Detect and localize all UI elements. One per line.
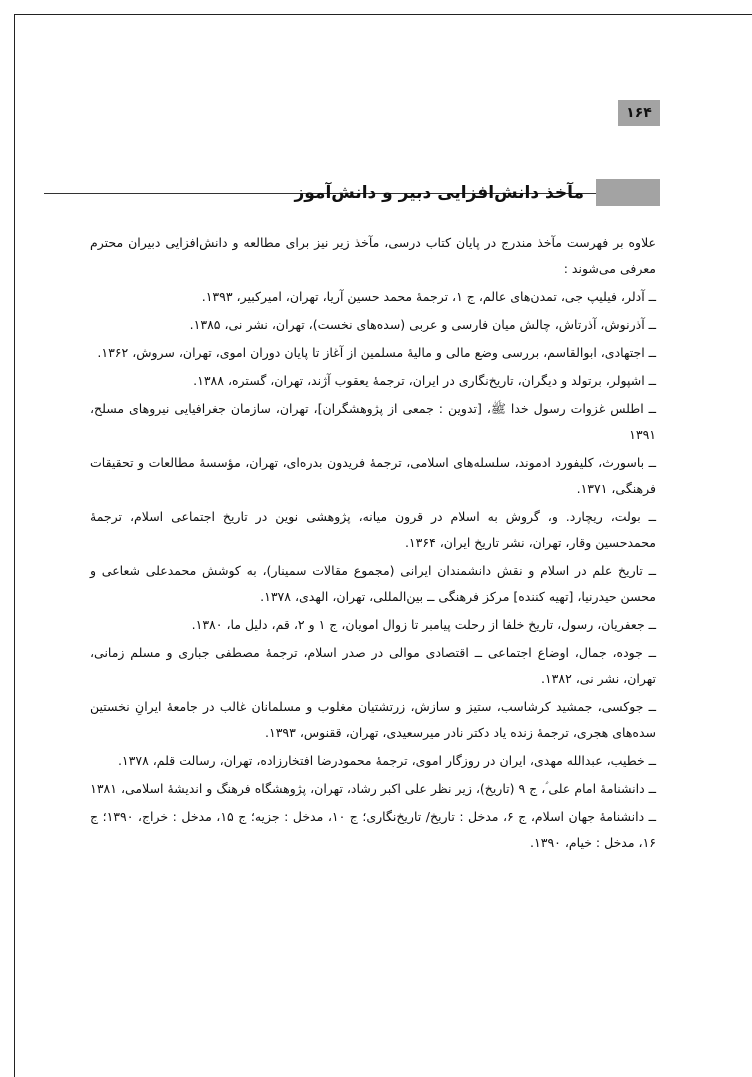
reference-item: ــ آدلر، فیلیپ جی، تمدن‌های عالم، ج ۱، ترجمهٔ محمد حسین آریا، تهران، امیرکبیر، ۱۳۹۳.	[201, 289, 656, 304]
reference-item: ــ بولت، ریچارد. و، گروش به اسلام در قرون میانه، پژوهشی نوین در تاریخ اجتماعی اسلام، ترجمهٔ محمدحسین وقار، تهران، نشر تاریخ ایران، ۱۳۶۴.	[90, 509, 656, 550]
reference-item: ــ آذرنوش، آذرتاش، چالش میان فارسی و عربی (سده‌های نخست)، تهران، نشر نی، ۱۳۸۵.	[189, 317, 656, 332]
references-section	[90, 230, 656, 858]
reference-item: ــ دانشنامهٔ جهان اسلام، ج ۶، مدخل : تاریخ/ تاریخ‌نگاری؛ ج ۱۰، مدخل : جزیه؛ ج ۱۵، مدخل : خراج، ۱۳۹۰؛ ج ۱۶، مدخل : خیام، ۱۳۹۰.	[90, 809, 656, 850]
reference-item: ــ تاریخ علم در اسلام و نقش دانشمندان ایرانی (مجموع مقالات سمینار)، به کوشش محمدعلی شعاعی و محسن حیدرنیا، [تهیه کننده] مرکز فرهنگی ــ بین‌المللی، تهران، الهدی، ۱۳۷۸.	[90, 563, 656, 604]
intro-paragraph: علاوه بر فهرست مآخذ مندرج در پایان کتاب درسی، مآخذ زیر نیز برای مطالعه و دانش‌افزایی دبیران محترم معرفی می‌شوند :	[90, 235, 656, 276]
reference-item: ــ اطلس غزوات رسول خدا ﷺ، [تدوین : جمعی از پژوهشگران]، تهران، سازمان جغرافیایی نیروهای مسلح، ۱۳۹۱	[90, 401, 656, 442]
heading-marker-box	[596, 179, 660, 206]
reference-item: ــ جعفریان، رسول، تاریخ خلفا از رحلت پیامبر تا زوال امویان، ج ۱ و ۲، قم، دلیل ما، ۱۳۸۰.	[191, 617, 656, 632]
reference-item: ــ اجتهادی، ابوالقاسم، بررسی وضع مالی و مالیهٔ مسلمین از آغاز تا پایان دوران اموی، تهران، سروش، ۱۳۶۲.	[97, 345, 656, 360]
reference-item: ــ جوکسی، جمشید کرشاسب، ستیز و سازش، زرتشتیان مغلوب و مسلمانان غالب در جامعهٔ ایرانِ نخستین سده‌های هجری، ترجمهٔ زنده یاد دکتر نادر میرسعیدی، تهران، ققنوس، ۱۳۹۳.	[90, 699, 656, 740]
page-number: ۱۶۴	[618, 100, 660, 126]
reference-item: ــ دانشنامهٔ امام علی ؑ، ج ۹ (تاریخ)، زیر نظر علی اکبر رشاد، تهران، پژوهشگاه فرهنگ و اندیشهٔ اسلامی، ۱۳۸۱	[90, 781, 656, 796]
reference-item: ــ باسورث، کلیفورد ادموند، سلسله‌های اسلامی، ترجمهٔ فریدون بدره‌ای، تهران، مؤسسهٔ مطالعات و تحقیقات فرهنگی، ۱۳۷۱.	[90, 455, 656, 496]
reference-item: ــ اشپولر، برتولد و دیگران، تاریخ‌نگاری در ایران، ترجمهٔ یعقوب آژند، تهران، گستره، ۱۳۸۸.	[193, 373, 656, 388]
reference-item: ــ جوده، جمال، اوضاع اجتماعی ــ اقتصادی موالی در صدر اسلام، ترجمهٔ مصطفی جباری و مسلم زمانی، تهران، نشر نی، ۱۳۸۲.	[90, 645, 656, 686]
section-heading: مآخذ دانش‌افزایی دبیر و دانش‌آموز	[294, 182, 584, 203]
reference-item: ــ خطیب، عبدالله مهدی، ایران در روزگار اموی، ترجمهٔ محمودرضا افتخارزاده، تهران، رسالت قلم، ۱۳۷۸.	[117, 753, 656, 768]
